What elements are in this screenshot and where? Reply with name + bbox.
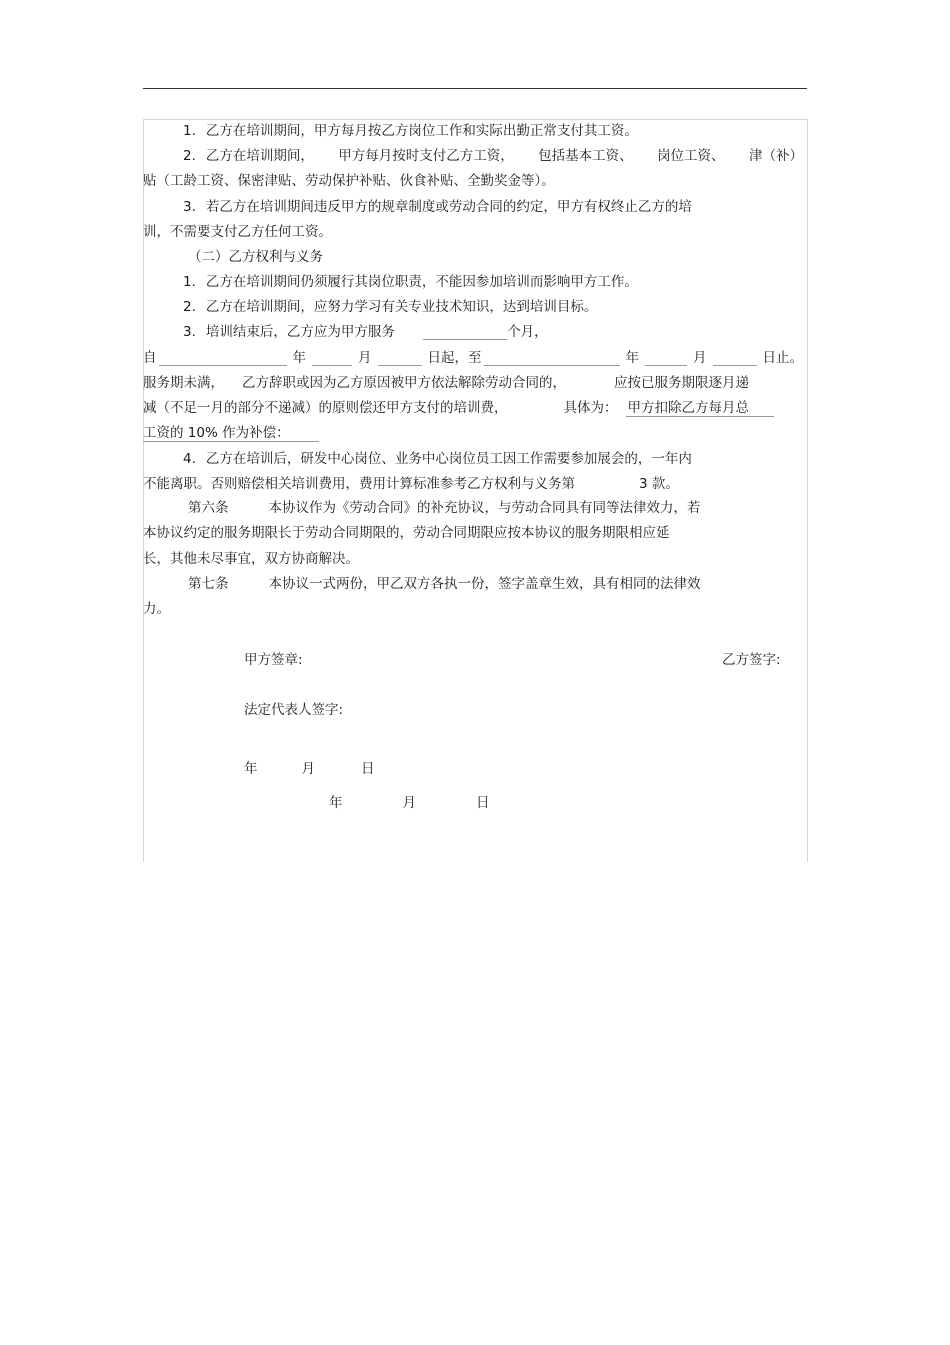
clause-3-cont: 训，不需要支付乙方任何工资。 [143, 224, 332, 240]
clause-1: 1. 乙方在培训期间，甲方每月按乙方岗位工作和实际出勤正常支付其工资。 [183, 123, 638, 139]
right-1: 1. 乙方在培训期间仍须履行其岗位职责，不能因参加培训而影响甲方工作。 [183, 274, 638, 290]
clause-3-line5: 工资的 10% 作为补偿： [143, 425, 319, 442]
article-6-cont2: 长，其他未尽事宜，双方协商解决。 [143, 551, 359, 567]
date-line-1: 年 月 日 [244, 761, 375, 777]
article-7-cont: 力。 [143, 601, 170, 617]
date-line-2: 年 月 日 [329, 795, 490, 811]
article-6: 第六条 本协议作为《劳动合同》的补充协议，与劳动合同具有同等法律效力，若 [188, 500, 701, 516]
clause-3-line3: 服务期未满， 乙方辞职或因为乙方原因被甲方依法解除劳动合同的， 应按已服务期限逐月递 [143, 375, 749, 391]
clause-3-line4: 减（不足一月的部分不递减）的原则偿还甲方支付的培训费， 具体为： 甲方扣除乙方每月总 [143, 400, 774, 417]
party-a-seal-label: 甲方签章: [244, 652, 303, 668]
service-period-line: 自 年 月 日起，至 年 月 日止。 [143, 350, 803, 366]
legal-rep-sign-label: 法定代表人签字: [244, 702, 344, 718]
clause-2: 2. 乙方在培训期间， 甲方每月按时支付乙方工资， 包括基本工资、 岗位工资、 津（补） [183, 148, 803, 164]
party-b-sign-label: 乙方签字: [722, 652, 781, 668]
right-4: 4. 乙方在培训后，研发中心岗位、业务中心岗位员工因工作需要参加展会的，一年内 [183, 451, 692, 467]
right-3: 3. 培训结束后，乙方应为甲方服务 个月， [183, 324, 548, 340]
clause-3: 3. 若乙方在培训期间违反甲方的规章制度或劳动合同的约定，甲方有权终止乙方的培 [183, 199, 692, 215]
header-rule [143, 88, 807, 89]
section-heading: （二）乙方权利与义务 [188, 249, 323, 265]
article-7: 第七条 本协议一式两份，甲乙双方各执一份，签字盖章生效，具有相同的法律效 [188, 576, 701, 592]
right-2: 2. 乙方在培训期间，应努力学习有关专业技术知识，达到培训目标。 [183, 299, 598, 315]
months-blank [423, 324, 507, 340]
clause-2-cont: 贴（工龄工资、保密津贴、劳动保护补贴、伙食补贴、全勤奖金等）。 [143, 173, 555, 189]
article-6-cont: 本协议约定的服务期限长于劳动合同期限的，劳动合同期限应按本协议的服务期限相应延 [143, 525, 670, 541]
right-4-cont: 不能离职。否则赔偿相关培训费用，费用计算标准参考乙方权利与义务第 3 款。 [143, 476, 679, 492]
